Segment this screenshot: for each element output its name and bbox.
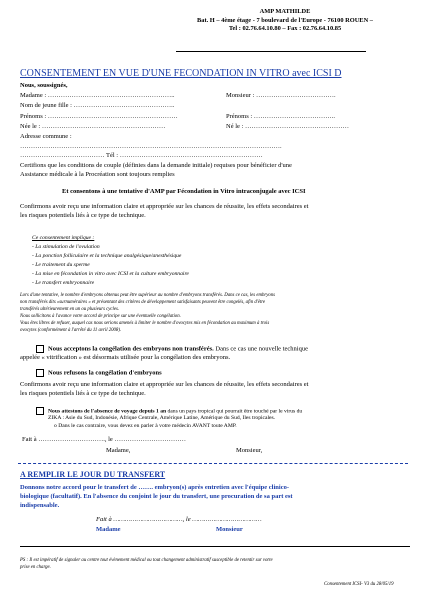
signature-place-date[interactable]: Fait à …………………………., le ……………………………	[22, 436, 186, 443]
zika-travel-label: Nous attestons de l'absence de voyage depuis 1 an	[48, 408, 167, 415]
section-divider	[18, 463, 408, 464]
zika-warning: o Dans le cas contraire, vous devez en parler à votre médecin AVANT toute AMP.	[54, 423, 237, 429]
madame-field[interactable]: Madame : …………………………………………………..	[20, 92, 175, 99]
implies-item: - La ponction folliculaire et la technique analgésique/anesthésique	[32, 253, 182, 259]
refuse-paragraph-1: Confirmons avoir reçu une information claire et appropriée sur les chances de réussite, les effets secondaires et	[20, 381, 309, 388]
accept-freeze-option[interactable]	[36, 345, 308, 353]
checkbox-icon[interactable]	[36, 407, 44, 415]
implies-item: - Le traitement du sperme	[32, 262, 90, 268]
birthdate-m-field[interactable]: Né le : …………………………………………	[226, 123, 349, 130]
checkbox-icon[interactable]	[36, 369, 44, 377]
footer-divider	[20, 546, 410, 547]
org-phone: Tel : 02.76.64.10.80 – Fax : 02.76.64.10.85	[228, 25, 342, 33]
birthdate-f-field[interactable]: Née le : …………………………………………………	[20, 123, 166, 130]
phone-field[interactable]: ………………………………… Tél : …………………………………………………………	[20, 152, 263, 159]
transfer-line-1: Donnons notre accord pour le transfert de ……. embryon(s) après entretien avec l'équipe clinico-	[20, 484, 289, 491]
implies-item: - Le transfert embryonnaire	[32, 280, 95, 286]
address-label: Adresse commune :	[20, 133, 72, 140]
consent-heading: Et consentons à une tentative d'AMP par Fécondation in Vitro intraconjugale avec ICSI	[62, 188, 306, 195]
monsieur-field[interactable]: Monsieur : ……………………………….	[226, 92, 336, 99]
signature-monsieur: Monsieur,	[236, 447, 263, 454]
embryo-note-4: Nous sollicitons à l'avance votre accord de principe sur une éventuelle congélation.	[20, 314, 181, 319]
document-reference: Consentement ICSI- V3 du 28/05/19	[324, 582, 394, 587]
zika-travel-rest: dans un pays tropical qui pourrait être touché par le virus du	[166, 408, 303, 415]
implies-label: Ce consentement implique :	[32, 235, 95, 241]
intro-text: Nous, soussignés,	[20, 82, 68, 89]
implies-item: - La mise en fécondation in vitro avec ICSI et la culture embryonnaire	[32, 271, 189, 277]
org-address: Bat. H – 4ème étage - 7 boulevard de l'Europe - 76100 ROUEN –	[197, 16, 373, 24]
embryo-note-6: ovocytes (conformément à l'arrêté du 11 avril 2008).	[20, 328, 122, 333]
refuse-freeze-label: Nous refusons la congélation d'embryons	[48, 369, 162, 377]
transfer-place-date[interactable]: Fait à ………………………………, le ………………………………	[96, 516, 262, 523]
implies-item: - La stimulation de l'ovulation	[32, 244, 100, 250]
footer-ps-2: prise en charge.	[20, 565, 51, 570]
embryo-note-5: Vous êtes libres de refuser, auquel cas nous serions amenés à limiter le nombre d'ovocytes mis en fécondation au maximum à trois	[20, 321, 270, 326]
maiden-name-field[interactable]: Nom de jeune fille : ………………………………………..	[20, 102, 175, 109]
transfer-monsieur: Monsieur	[216, 526, 243, 533]
prenoms-m-field[interactable]: Prénoms : ………………………………..	[226, 113, 336, 120]
transfer-line-3: indispensable.	[20, 502, 60, 509]
address-field[interactable]: ………………………………………………………………………………………………………….	[20, 143, 282, 150]
transfer-madame: Madame	[96, 526, 121, 533]
certification-line-2: Assistance médicale à la Procréation sont toujours remplies	[20, 171, 175, 178]
info-paragraph-1b: les risques potentiels liés à ce type de technique.	[20, 212, 146, 219]
accept-freeze-rest: Dans ce cas une nouvelle technique	[213, 345, 308, 353]
info-paragraph-1a: Confirmons avoir reçu une information claire et appropriée sur les chances de réussite, les effets secondaires et	[20, 203, 309, 210]
transfer-line-2: biologique (facultatif). En l'absence du conjoint le jour du transfert, une procuration de sa part est	[20, 493, 293, 500]
refuse-paragraph-2: les risques potentiels liés à ce type de technique.	[20, 390, 146, 397]
accept-freeze-line2: appelée « vitrification » est désormais utilisée pour la congélation des embryons.	[20, 354, 231, 361]
embryo-note-2: non transférés dits «surnuméraires » et présentant des critères de développement satisfaisants peuvent être congelés, afin d'être	[20, 300, 266, 305]
refuse-freeze-option[interactable]	[36, 369, 162, 377]
embryo-note-1: Lors d'une tentative, le nombre d'embryons obtenus peut être supérieur au nombre d'embryons transférés. Dans ce cas, les embryons	[20, 293, 276, 298]
header-divider	[176, 51, 366, 52]
certification-line-1: Certifions que les conditions de couple (définies dans la demande initiale) requises pour bénéficier d'une	[20, 162, 292, 169]
letterhead	[150, 8, 420, 34]
checkbox-icon[interactable]	[36, 345, 44, 353]
zika-countries: ZIKA : Asie du Sud, Indonésie, Afrique Centrale, Amérique Latine, Amérique du Sud, Iles tropicales.	[48, 415, 276, 421]
page-title: CONSENTEMENT EN VUE D'UNE FECONDATION IN VITRO avec ICSI D	[20, 68, 342, 79]
org-name: AMP MATHILDE	[259, 8, 311, 15]
footer-ps-1: PS : Il est impératif de signaler au centre tout évènement médical ou tout changement administratif susceptible de retentir sur votre	[20, 558, 273, 563]
signature-madame: Madame,	[106, 447, 131, 454]
accept-freeze-label: Nous acceptons la congélation des embryons non transférés.	[48, 345, 214, 353]
embryo-note-3: transférés ultérieurement en un ou plusieurs cycles.	[20, 307, 120, 312]
prenoms-f-field[interactable]: Prénoms : ……………………………………………………	[20, 113, 178, 120]
transfer-section-title: A REMPLIR LE JOUR DU TRANSFERT	[20, 470, 166, 479]
